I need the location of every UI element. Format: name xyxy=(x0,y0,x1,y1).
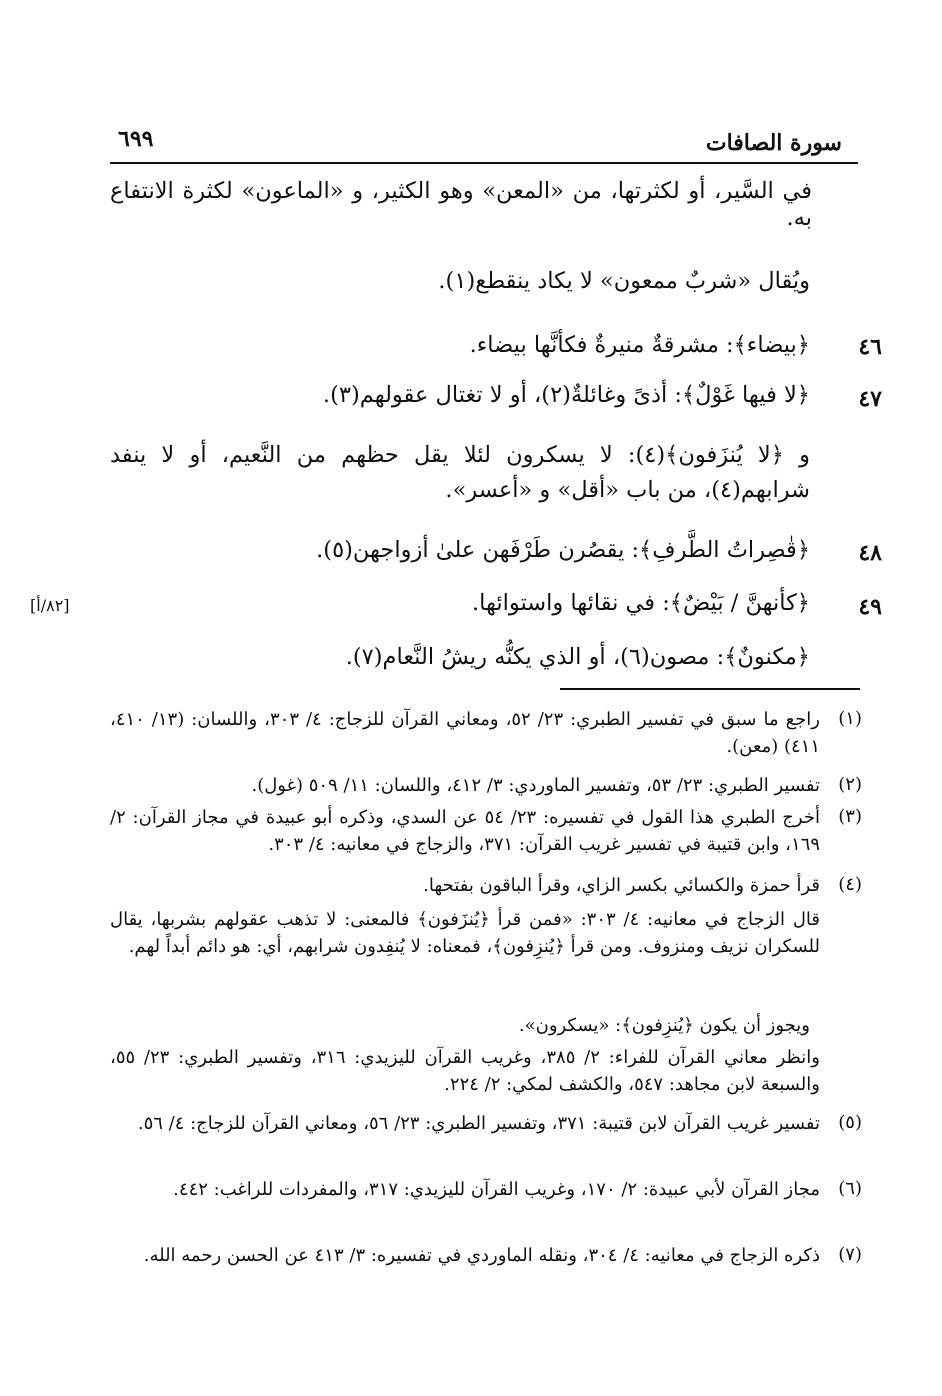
verse-number-46: ٤٦ xyxy=(858,334,882,360)
verse-47-gloss: ﴿لا فيها غَوْلٌ﴾: أذىً وغائلةٌ(٢)، أو لا تغتال عقولهم(٣). xyxy=(322,382,810,408)
footnote-3: أخرج الطبري هذا القول في تفسيره: ٢٣/ ٥٤ عن السدي، وذكره أبو عبيدة في مجاز القرآن: ٢/ ١٦٩، وابن قتيبة في تفسير غريب القرآن: ٣٧١، والزجاج في معانيه: ٤/ ٣٠٣. xyxy=(110,807,820,855)
verse-number-47: ٤٧ xyxy=(858,386,882,412)
footnote-number-6: (٦) xyxy=(838,1178,862,1199)
running-header-title: سورة الصافات xyxy=(705,130,842,156)
verse-number-49: ٤٩ xyxy=(858,594,882,620)
footnote-4: قرأ حمزة والكسائي بكسر الزاي، وقرأ الباقون بفتحها. xyxy=(423,875,820,896)
footnote-number-7: (٧) xyxy=(838,1244,862,1265)
footnote-number-5: (٥) xyxy=(838,1112,862,1133)
body-paragraph-4: ﴿مكنونٌ﴾: مصون(٦)، أو الذي يكنُّه ريشُ النَّعام(٧). xyxy=(345,644,810,670)
manuscript-folio-ref: [٨٢/أ] xyxy=(30,596,70,615)
footnote-4-refs: وانظر معاني القرآن للفراء: ٢/ ٣٨٥، وغريب القرآن لليزيدي: ٣١٦، وتفسير الطبري: ٢٣/ ٥٥، والسبعة لابن مجاهد: ٥٤٧، والكشف لمكي: ٢/ ٢٢٤. xyxy=(110,1047,821,1095)
footnote-number-4: (٤) xyxy=(838,874,862,895)
footnote-7: ذكره الزجاج في معانيه: ٤/ ٣٠٤، ونقله الماوردي في تفسيره: ٣/ ٤١٣ عن الحسن رحمه الله. xyxy=(143,1245,820,1266)
footnote-2: تفسير الطبري: ٢٣/ ٥٣، وتفسير الماوردي: ٣/ ٤١٢، واللسان: ١١/ ٥٠٩ (غول). xyxy=(251,775,820,796)
body-paragraph-1: في السَّير، أو لكثرتها، من «المعن» وهو الكثير، و «الماعون» لكثرة الانتفاع به. xyxy=(110,178,812,231)
footnote-number-3: (٣) xyxy=(838,806,862,827)
footnote-number-1: (١) xyxy=(838,708,862,729)
verse-48-gloss: ﴿قٰصِراتُ الطَّرفِ﴾: يقصُرن طَرْفَهن علىٰ أزواجهن(٥). xyxy=(316,537,810,563)
body-paragraph-3: و ﴿لا يُنزَفون﴾(٤): لا يسكرون لئلا يقل حظهم من النَّعيم، أو لا ينفد شرابهم(٤)، من باب «أقل» و «أعسر». xyxy=(110,442,810,503)
verse-number-48: ٤٨ xyxy=(858,540,882,566)
body-paragraph-2: ويُقال «شربٌ ممعون» لا يكاد ينقطع(١). xyxy=(438,268,810,294)
footnote-6: مجاز القرآن لأبي عبيدة: ٢/ ١٧٠، وغريب القرآن لليزيدي: ٣١٧، والمفردات للراغب: ٤٤٢. xyxy=(173,1179,820,1200)
verse-49-gloss: ﴿كأنهنَّ / بَيْضٌ﴾: في نقائها واستوائها. xyxy=(471,590,810,616)
footnote-4-quote: قال الزجاج في معانيه: ٤/ ٣٠٣: «فمن قرأ ﴿يُنزَفون﴾ فالمعنى: لا تذهب عقولهم بشربها، يقال للسكران نزيف ومنزوف. ومن قرأ ﴿يُنزِفون﴾، فمعناه: لا يُنفِدون شرابهم، أي: هو دائم أبداً لهم. xyxy=(110,909,820,957)
footnote-5: تفسير غريب القرآن لابن قتيبة: ٣٧١، وتفسير الطبري: ٢٣/ ٥٦، ومعاني القرآن للزجاج: ٤/ ٥٦. xyxy=(137,1113,820,1134)
footnote-number-2: (٢) xyxy=(838,774,862,795)
verse-46-gloss: ﴿بيضاء﴾: مشرقةٌ منيرةٌ فكأنَّها بيضاء. xyxy=(469,332,810,358)
footnote-1: راجع ما سبق في تفسير الطبري: ٢٣/ ٥٢، ومعاني القرآن للزجاج: ٤/ ٣٠٣، واللسان: (١٣/ ٤١٠، ٤١١) (معن). xyxy=(110,709,820,757)
footnote-4-addendum: ويجوز أن يكون ﴿يُنزِفون﴾: «يسكرون». xyxy=(518,1015,810,1036)
page-number: ٦٩٩ xyxy=(118,126,154,152)
footnote-rule xyxy=(560,688,860,690)
header-rule xyxy=(110,162,858,164)
